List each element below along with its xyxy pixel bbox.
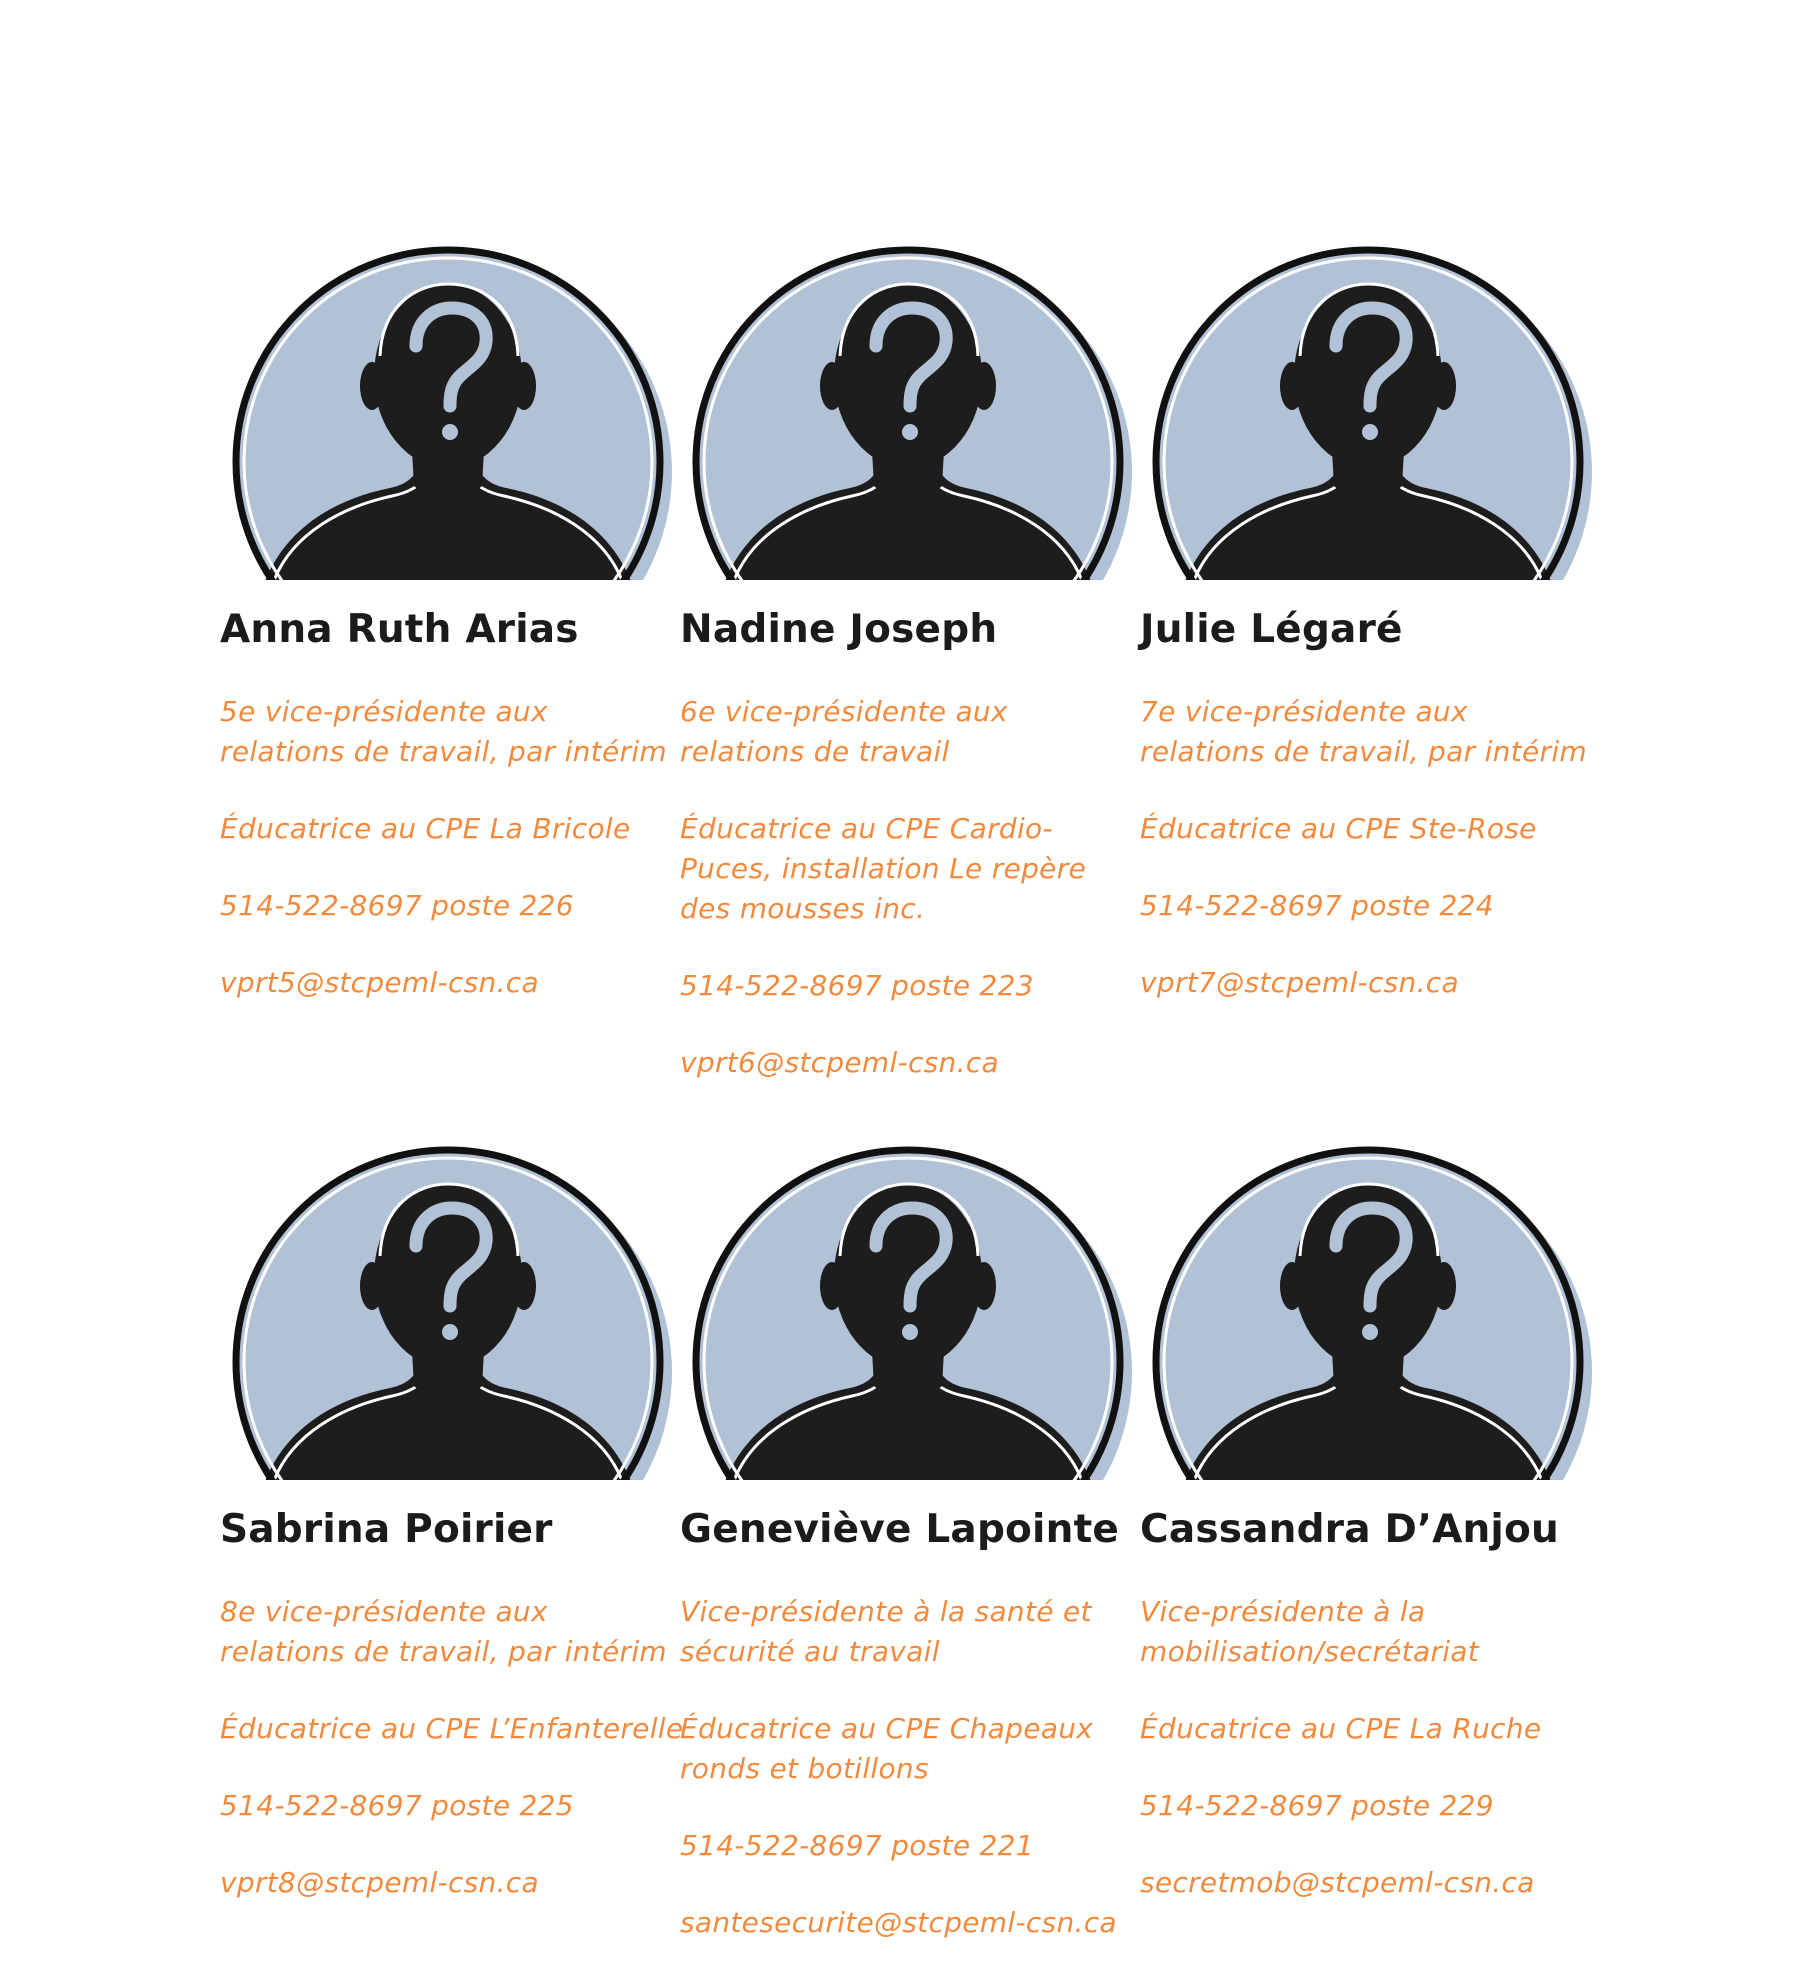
member-info xyxy=(680,1592,1140,1943)
member-card xyxy=(220,1136,684,1980)
member-email[interactable]: vprt6@stcpeml-csn.ca xyxy=(680,1046,999,1079)
member-card xyxy=(680,1136,1140,1980)
member-phone: 514-522-8697 poste 223 xyxy=(680,969,1034,1002)
member-workplace: Éducatrice au CPE L’Enfanterelle xyxy=(220,1712,684,1745)
avatar xyxy=(680,1136,1140,1480)
unknown-person-question-mark-icon xyxy=(220,1136,680,1480)
avatar xyxy=(220,236,680,580)
member-card xyxy=(680,236,1140,1136)
member-phone: 514-522-8697 poste 226 xyxy=(220,889,574,922)
member-email[interactable]: vprt5@stcpeml-csn.ca xyxy=(220,966,539,999)
member-info xyxy=(680,692,1140,1083)
avatar xyxy=(680,236,1140,580)
unknown-person-question-mark-icon xyxy=(220,236,680,580)
member-card xyxy=(220,236,680,1136)
member-name: Cassandra D’Anjou xyxy=(1140,1507,1559,1552)
member-name: Julie Légaré xyxy=(1140,607,1403,652)
member-phone: 514-522-8697 poste 224 xyxy=(1140,889,1494,922)
unknown-person-question-mark-icon xyxy=(680,236,1140,580)
member-role: 6e vice-présidente aux relations de travail xyxy=(680,695,1008,768)
member-role: Vice-présidente à la santé et sécurité au travail xyxy=(680,1595,1092,1668)
member-workplace: Éducatrice au CPE Cardio-Puces, installation Le repère des mousses inc. xyxy=(680,812,1087,925)
member-role: 7e vice-présidente aux relations de travail, par intérim xyxy=(1140,695,1587,768)
avatar xyxy=(1140,236,1600,580)
avatar xyxy=(220,1136,680,1480)
member-info xyxy=(1140,1592,1600,1903)
member-name: Sabrina Poirier xyxy=(220,1507,553,1552)
member-info xyxy=(220,692,680,1003)
member-info xyxy=(220,1592,684,1903)
member-email[interactable]: santesecurite@stcpeml-csn.ca xyxy=(680,1906,1117,1939)
member-role: 5e vice-présidente aux relations de travail, par intérim xyxy=(220,695,667,768)
avatar xyxy=(1140,1136,1600,1480)
member-name: Geneviève Lapointe xyxy=(680,1507,1120,1552)
member-info xyxy=(1140,692,1600,1003)
member-workplace: Éducatrice au CPE La Bricole xyxy=(220,812,631,845)
unknown-person-question-mark-icon xyxy=(1140,236,1600,580)
member-role: 8e vice-présidente aux relations de travail, par intérim xyxy=(220,1595,667,1668)
member-email[interactable]: vprt8@stcpeml-csn.ca xyxy=(220,1866,539,1899)
member-workplace: Éducatrice au CPE Ste-Rose xyxy=(1140,812,1537,845)
member-role: Vice-présidente à la mobilisation/secrétariat xyxy=(1140,1595,1480,1668)
member-email[interactable]: secretmob@stcpeml-csn.ca xyxy=(1140,1866,1535,1899)
member-card xyxy=(1140,1136,1600,1980)
members-grid xyxy=(220,236,1610,1980)
unknown-person-question-mark-icon xyxy=(1140,1136,1600,1480)
member-workplace: Éducatrice au CPE Chapeaux ronds et botillons xyxy=(680,1712,1094,1785)
member-name: Anna Ruth Arias xyxy=(220,607,579,652)
member-card xyxy=(1140,236,1600,1136)
member-phone: 514-522-8697 poste 221 xyxy=(680,1829,1034,1862)
member-email[interactable]: vprt7@stcpeml-csn.ca xyxy=(1140,966,1459,999)
member-phone: 514-522-8697 poste 229 xyxy=(1140,1789,1494,1822)
unknown-person-question-mark-icon xyxy=(680,1136,1140,1480)
member-phone: 514-522-8697 poste 225 xyxy=(220,1789,574,1822)
member-workplace: Éducatrice au CPE La Ruche xyxy=(1140,1712,1542,1745)
member-name: Nadine Joseph xyxy=(680,607,998,652)
